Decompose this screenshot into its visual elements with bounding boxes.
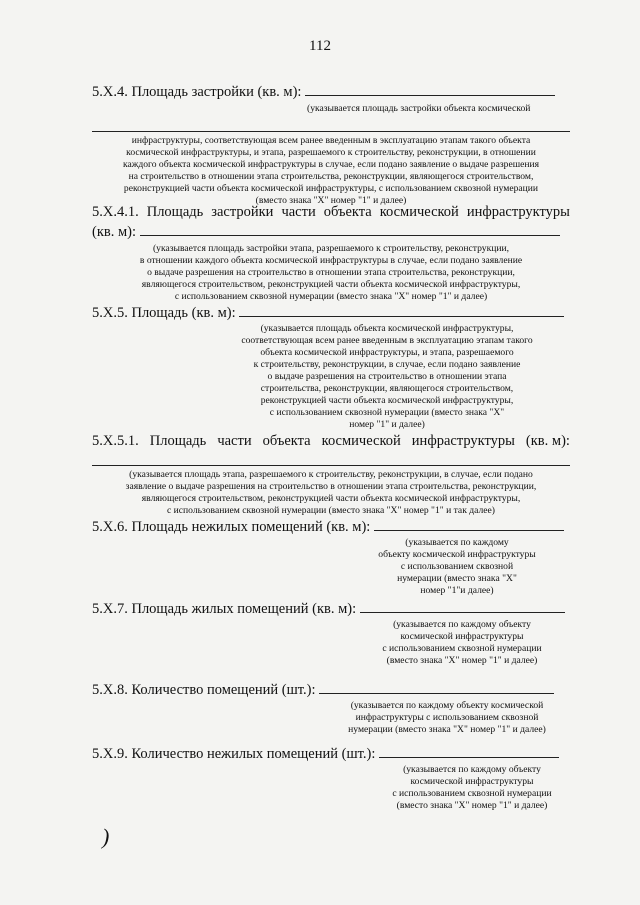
section-5x9-note	[372, 764, 572, 812]
title-word: 5.Х.5.1.	[92, 433, 139, 449]
note-line: объекта космической инфраструктуры, и этапа, разрешаемого	[260, 347, 514, 358]
note-line: объекту космической инфраструктуры	[378, 549, 536, 560]
note-line: с использованием сквозной	[400, 561, 514, 572]
section-5x8	[92, 682, 570, 736]
section-5x5-title: 5.Х.5. Площадь (кв. м):	[92, 305, 236, 321]
section-5x8-note	[327, 700, 567, 736]
note-line: (указывается площадь объекта космической инфраструктуры,	[260, 323, 514, 334]
note-line: к строительству, реконструкции, в случае, если подано заявление	[253, 359, 521, 370]
section-5x5-heading	[92, 305, 570, 322]
title-word: объекта	[262, 433, 311, 449]
section-5x9-title: 5.Х.9. Количество нежилых помещений (шт.):	[92, 746, 376, 762]
note-line: о выдаче разрешения на строительство в отношении этапа строительства, реконструкции,	[147, 267, 515, 278]
section-5x9-heading	[92, 746, 570, 763]
section-5x7-fill-line	[360, 601, 565, 613]
title-word: космической	[321, 433, 401, 449]
section-5x9-fill-line	[379, 746, 559, 758]
note-line: нумерации (вместо знака "X"	[397, 573, 517, 584]
note-line: заявление о выдаче разрешения на строительство в отношении этапа строительства, реконструкции,	[125, 481, 537, 492]
section-5x6-heading	[92, 519, 570, 536]
note-line: (вместо знака "X" номер "1" и далее)	[255, 195, 407, 206]
note-line: с использованием сквозной нумерации (вместо знака "X" номер "1" и далее)	[174, 291, 488, 302]
section-5x4-1-heading-cont	[92, 224, 570, 241]
section-5x6-note	[367, 537, 547, 597]
note-line: (указывается по каждому	[405, 537, 509, 548]
handwritten-mark: )	[102, 824, 110, 849]
note-line: нумерации (вместо знака "X" номер "1" и далее)	[348, 724, 546, 735]
note-line: (указывается площадь этапа, разрешаемого к строительству, реконструкции, в случае, если подано	[129, 469, 533, 480]
note-line: номер "1" и далее)	[349, 419, 425, 430]
title-word: космической	[379, 204, 459, 220]
section-5x5-fill-line	[239, 305, 564, 317]
note-line: с использованием сквозной нумерации	[382, 643, 542, 654]
section-5x9	[92, 746, 570, 812]
section-5x7-title: 5.Х.7. Площадь жилых помещений (кв. м):	[92, 601, 357, 617]
section-5x4-title: 5.Х.4. Площадь застройки (кв. м):	[92, 84, 302, 100]
note-line: космической инфраструктуры	[400, 631, 524, 642]
page-number: 112	[309, 38, 331, 54]
note-line: являющегося строительством, реконструкцией части объекта космической инфраструктуры,	[141, 493, 521, 504]
title-word: Площадь	[146, 204, 204, 220]
title-word: объекта	[323, 204, 372, 220]
title-word: 5.Х.4.1.	[92, 204, 139, 220]
section-5x4-1-note	[92, 243, 570, 303]
note-line: инфраструктуры с использованием сквозной	[355, 712, 539, 723]
section-5x5	[92, 305, 570, 431]
section-5x4-1-title-cont: (кв. м):	[92, 224, 137, 240]
section-5x4-fill-line-2	[92, 131, 570, 132]
section-5x4-note-first: (указывается площадь застройки объекта космической	[307, 103, 531, 114]
section-5x5-note	[222, 323, 552, 431]
section-5x6-title: 5.Х.6. Площадь нежилых помещений (кв. м):	[92, 519, 371, 535]
section-5x4-heading	[92, 84, 570, 101]
note-line: реконструкцией части объекта космической инфраструктуры,	[260, 395, 514, 406]
note-line: (вместо знака "X" номер "1" и далее)	[396, 800, 548, 811]
section-5x5-1-fill-line	[92, 465, 570, 466]
section-5x5-1	[92, 433, 570, 517]
section-5x4-note	[92, 135, 570, 207]
note-line: в отношении каждого объекта космической инфраструктуры в случае, если подано заявление	[139, 255, 523, 266]
section-5x7-note	[357, 619, 567, 667]
note-line: (вместо знака "X" номер "1" и далее)	[386, 655, 538, 666]
note-line: инфраструктуры, соответствующая всем ранее введенным в эксплуатацию этапам такого объекта	[131, 135, 531, 146]
note-line: (указывается по каждому объекту космической	[350, 700, 544, 711]
note-line: с использованием сквозной нумерации	[392, 788, 552, 799]
section-5x6-fill-line	[374, 519, 564, 531]
title-word: инфраструктуры	[411, 433, 515, 449]
title-word: Площадь	[149, 433, 207, 449]
note-line: о выдаче разрешения на строительство в отношении этапа	[267, 371, 507, 382]
section-5x8-title: 5.Х.8. Количество помещений (шт.):	[92, 682, 316, 698]
section-5x7-heading	[92, 601, 570, 618]
title-word: части	[281, 204, 316, 220]
title-word: (кв. м):	[525, 433, 570, 449]
note-line: (указывается по каждому объекту	[403, 764, 541, 775]
note-line: космической инфраструктуры, и этапа, разрешаемого к строительству, реконструкции, в отношении	[126, 147, 536, 158]
section-5x8-fill-line	[319, 682, 554, 694]
note-line: номер "1"и далее)	[420, 585, 494, 596]
note-line: являющегося строительством, реконструкцией части объекта космической инфраструктуры,	[141, 279, 521, 290]
title-word: инфраструктуры	[466, 204, 570, 220]
section-5x5-1-note	[92, 469, 570, 517]
note-line: каждого объекта космической инфраструктуры в случае, если подано заявление о выдаче разрешения	[122, 159, 540, 170]
section-5x4-1	[92, 204, 570, 303]
note-line: реконструкцией части объекта космической инфраструктуры, с использованием сквозной нумерации	[123, 183, 539, 194]
section-5x4	[92, 84, 570, 207]
note-line: на строительство в отношении этапа строительства, реконструкции, являющегося строительством,	[128, 171, 534, 182]
note-line: с использованием сквозной нумерации (вместо знака "X" номер "1" и так далее)	[167, 505, 495, 516]
section-5x6	[92, 519, 570, 597]
section-5x4-1-fill-line	[140, 224, 560, 236]
section-5x8-heading	[92, 682, 570, 699]
note-line: соответствующая всем ранее введенным в эксплуатацию этапам такого	[241, 335, 533, 346]
section-5x7	[92, 601, 570, 667]
note-line: с использованием сквозной нумерации (вместо знака "X"	[269, 407, 505, 418]
section-5x4-fill-line	[305, 84, 555, 96]
note-line: (указывается по каждому объекту	[393, 619, 531, 630]
note-line: космической инфраструктуры	[410, 776, 534, 787]
title-word: части	[217, 433, 252, 449]
section-5x5-1-heading	[92, 433, 570, 450]
note-line: строительства, реконструкции, являющегося строительством,	[260, 383, 514, 394]
section-5x4-1-heading	[92, 204, 570, 221]
title-word: застройки	[211, 204, 274, 220]
note-line: (указывается площадь застройки этапа, разрешаемого к строительству, реконструкции,	[152, 243, 510, 254]
